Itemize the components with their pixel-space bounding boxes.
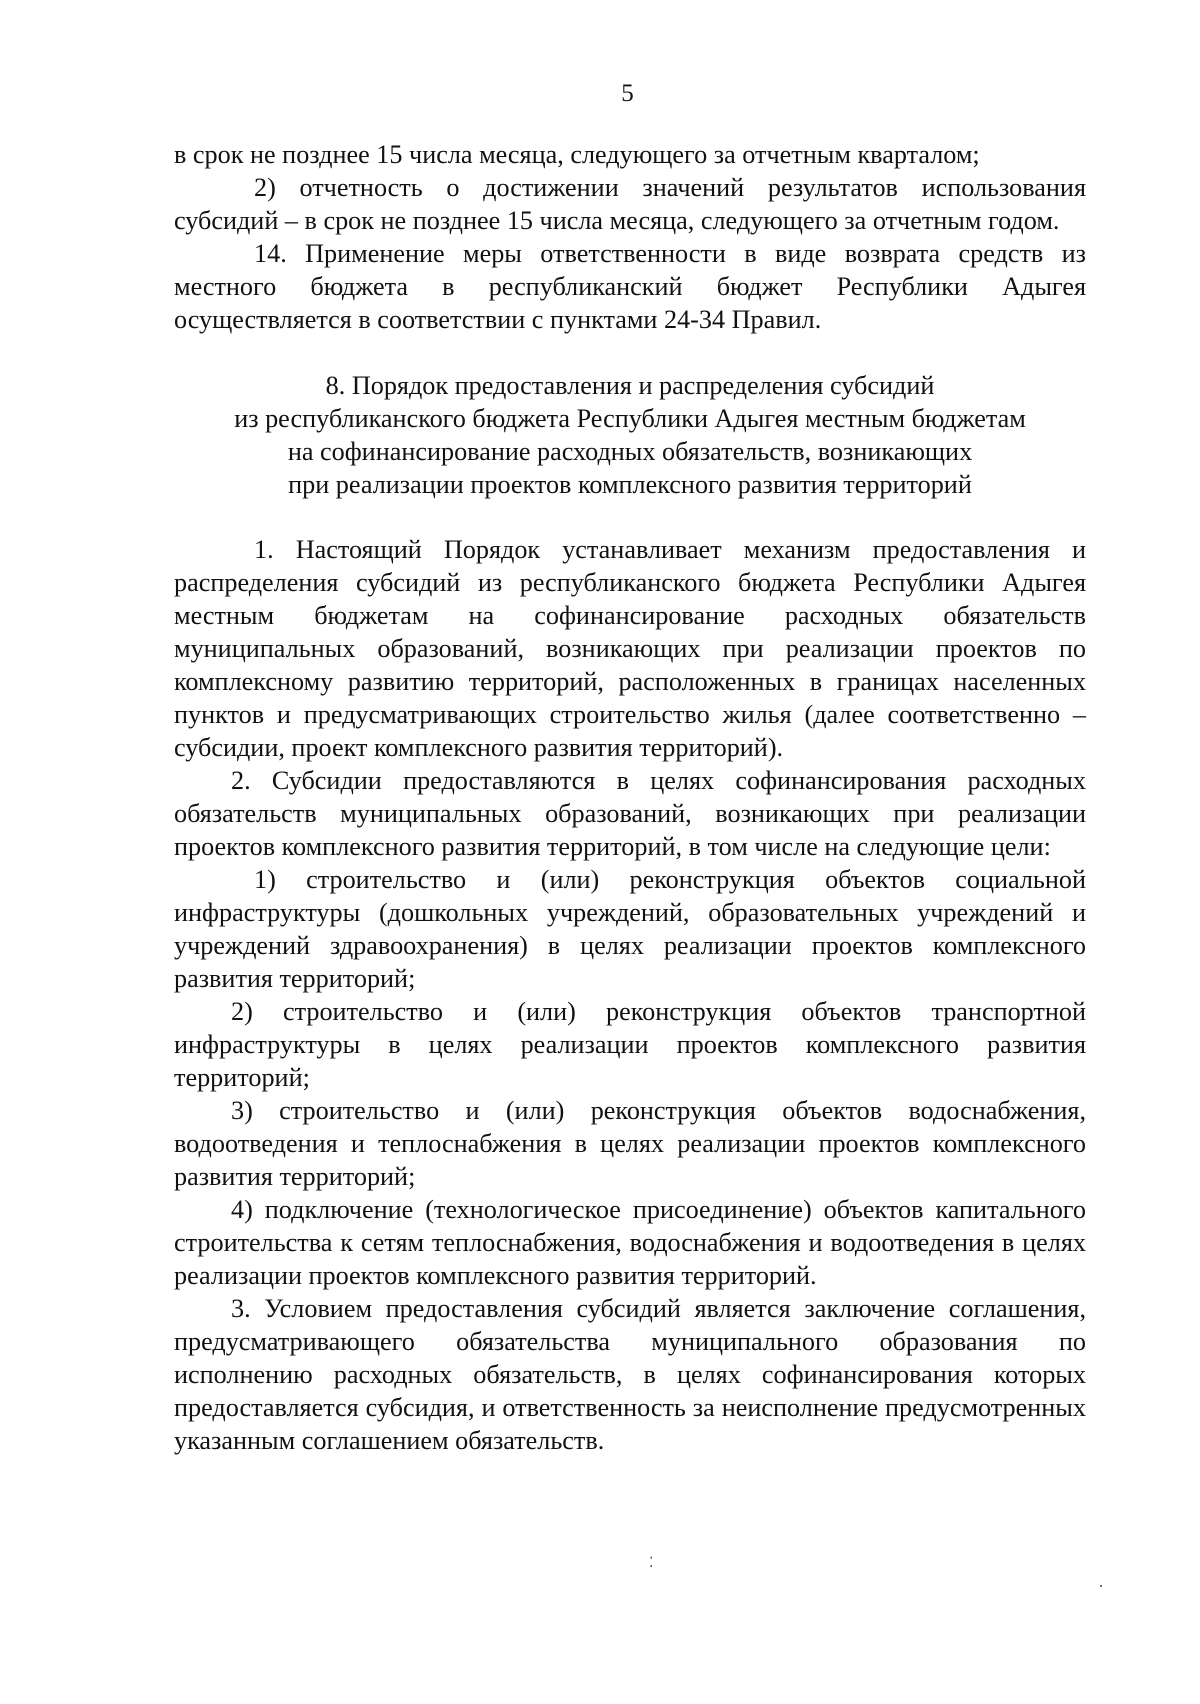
scan-dot: [1100, 1585, 1102, 1587]
paragraph: 2. Субсидии предоставляются в целях софинансирования расходных обязательств муниципальных образований, возникающих при реализации проектов комплексного развития территорий, в том числе на следующие цели:: [174, 766, 1086, 861]
paragraph: в срок не позднее 15 числа месяца, следующего за отчетным кварталом;: [174, 140, 980, 169]
heading-line: 8. Порядок предоставления и распределения субсидий: [325, 371, 935, 400]
list-item: 1) строительство и (или) реконструкция объектов социальной инфраструктуры (дошкольных учреждений, образовательных учреждений и учреждений здравоохранения) в целях реализации проектов комплексного развития территорий;: [174, 865, 1086, 993]
list-item: 4) подключение (технологическое присоединение) объектов капитального строительства к сетям теплоснабжения, водоснабжения и водоотведения в целях реализации проектов комплексного развития территорий.: [174, 1195, 1086, 1290]
paragraph: 14. Применение меры ответственности в виде возврата средств из местного бюджета в республиканский бюджет Республики Адыгея осуществляется в соответствии с пунктами 24-34 Правил.: [174, 239, 1086, 334]
list-item: 2) строительство и (или) реконструкция объектов транспортной инфраструктуры в целях реализации проектов комплексного развития территорий;: [174, 997, 1086, 1092]
heading-line: на софинансирование расходных обязательств, возникающих: [287, 437, 973, 466]
section-heading: [174, 369, 1086, 501]
page-number: 5: [621, 80, 634, 107]
paragraph: 2) отчетность о достижении значений результатов использования субсидий – в срок не позднее 15 числа месяца, следующего за отчетным годом.: [174, 173, 1086, 235]
list-item: 3) строительство и (или) реконструкция объектов водоснабжения, водоотведения и теплоснабжения в целях реализации проектов комплексного развития территорий;: [174, 1096, 1086, 1191]
paragraph: 3. Условием предоставления субсидий является заключение соглашения, предусматривающего обязательства муниципального образования по исполнению расходных обязательств, в целях софинансирования которых предоставляется субсидия, и ответственность за неисполнение предусмотренных указанным соглашением обязательств.: [174, 1294, 1086, 1455]
document-body: [174, 138, 1086, 1457]
heading-line: при реализации проектов комплексного развития территорий: [288, 470, 972, 499]
scan-mark: ⁚: [649, 1556, 654, 1571]
heading-line: из республиканского бюджета Республики Адыгея местным бюджетам: [234, 404, 1026, 433]
paragraph: 1. Настоящий Порядок устанавливает механизм предоставления и распределения субсидий из республиканского бюджета Республики Адыгея местным бюджетам на софинансирование расходных обязательств муниципальных образований, возникающих при реализации проектов по комплексному развитию территорий, расположенных в границах населенных пунктов и предусматривающих строительство жилья (далее соответственно – субсидии, проект комплексного развития территорий).: [174, 535, 1086, 762]
